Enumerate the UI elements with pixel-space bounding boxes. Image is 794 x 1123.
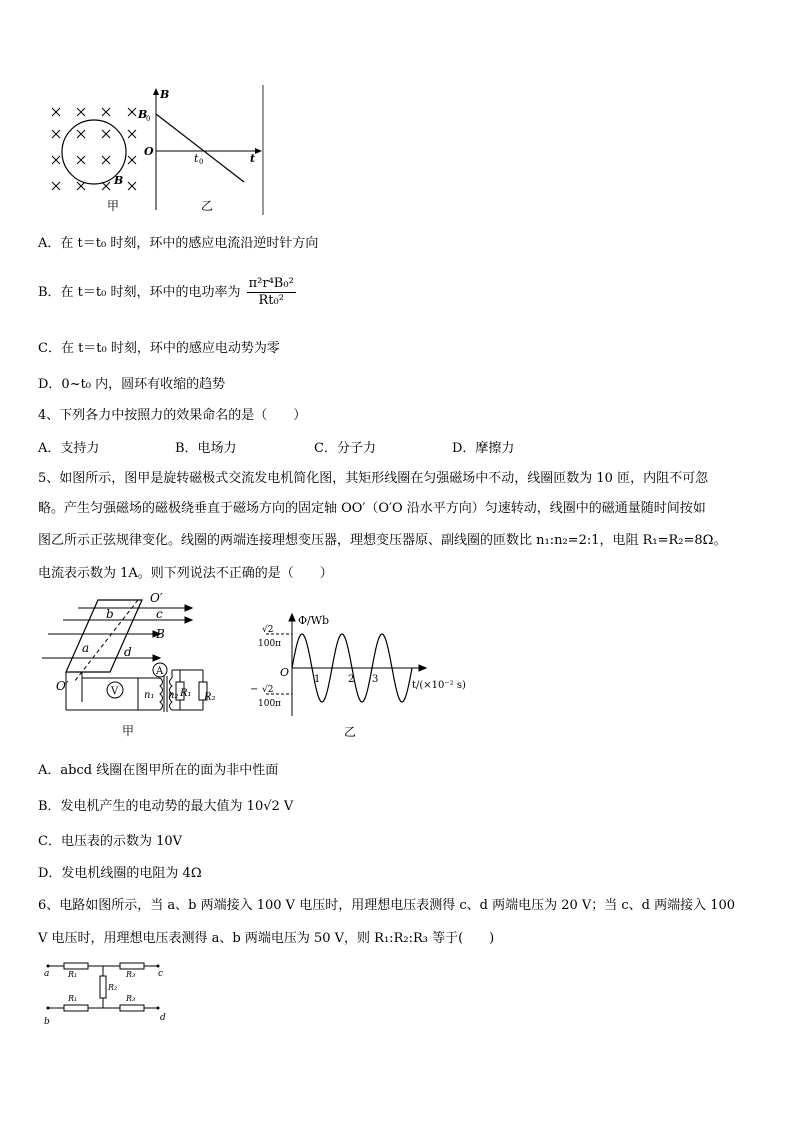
label-r1-top: R₁ xyxy=(68,970,78,979)
label-a: a xyxy=(82,641,90,655)
label-d: d xyxy=(124,645,132,659)
label-n2: n₂ xyxy=(168,690,179,701)
caption-yi-5: 乙 xyxy=(344,725,357,739)
label-c: c xyxy=(156,607,163,621)
q4-option-c: C．分子力 xyxy=(314,441,376,456)
xtick-1: 1 xyxy=(314,674,321,685)
q3-option-b-prefix: B．在 t＝t₀ 时刻，环中的电功率为 xyxy=(38,285,241,300)
q5-option-b: B．发电机产生的电动势的最大值为 10√2 V xyxy=(38,799,294,814)
label-B-field: B xyxy=(156,627,165,641)
caption-yi: 乙 xyxy=(201,199,214,213)
label-r3-top: R₃ xyxy=(126,970,136,979)
ytick-bottom-num: √2 xyxy=(262,685,274,695)
caption-jia: 甲 xyxy=(107,199,120,213)
flux-origin: O xyxy=(280,666,290,679)
xtick-3: 3 xyxy=(372,674,379,685)
q5-option-a: A．abcd 线圈在图甲所在的面为非中性面 xyxy=(38,763,279,778)
q5-stem-line4: 电流表示数为 1A。则下列说法不正确的是（ ） xyxy=(38,566,333,581)
label-r2: R₂ xyxy=(108,983,118,992)
label-o-prime-left: O′ xyxy=(56,679,69,693)
q4-option-b: B．电场力 xyxy=(175,441,237,456)
q4-option-a: A．支持力 xyxy=(38,441,100,456)
q3-option-c: C．在 t＝t₀ 时刻，环中的感应电动势为零 xyxy=(38,341,280,356)
q5-option-c: C．电压表的示数为 10V xyxy=(38,834,183,849)
label-o-prime-top: O′ xyxy=(150,591,163,605)
q3-option-d: D．0~t₀ 内，圆环有收缩的趋势 xyxy=(38,377,226,392)
q4-stem: 4、下列各力中按照力的效果命名的是（ ） xyxy=(38,408,307,423)
node-b: b xyxy=(44,1017,50,1027)
q5-option-d: D．发电机线圈的电阻为 4Ω xyxy=(38,866,202,881)
q5-stem-line2: 略。产生匀强磁场的磁极绕垂直于磁场方向的固定轴 OO′（O′O 沿水平方向）匀速转动，线圈中的磁通量随时间按如 xyxy=(38,501,706,516)
axis-label-B0: B xyxy=(138,108,148,121)
axis-label-B: B xyxy=(160,88,170,101)
node-d: d xyxy=(160,1013,166,1023)
resistor-circuit xyxy=(40,958,180,1028)
ytick-bottom-den: 100π xyxy=(258,699,282,709)
q6-stem-line1: 6、电路如图所示，当 a、b 两端接入 100 V 电压时，用理想电压表测得 c、d 两端电压为 20 V；当 c、d 两端接入 100 xyxy=(38,898,736,913)
ytick-top-num: √2 xyxy=(262,625,274,635)
q3-option-a: A．在 t＝t₀ 时刻，环中的感应电流沿逆时针方向 xyxy=(38,236,319,251)
ring-label: B xyxy=(114,174,124,187)
label-r2: R₂ xyxy=(204,692,216,703)
ammeter-icon: A xyxy=(156,666,164,677)
t0-label: t xyxy=(194,152,199,165)
t-axis-label: t xyxy=(250,152,256,165)
flux-graph xyxy=(246,610,486,742)
node-a: a xyxy=(44,969,50,979)
t0-label-sub: 0 xyxy=(199,158,204,166)
caption-jia-5: 甲 xyxy=(122,724,135,738)
ytick-top-den: 100π xyxy=(258,639,282,649)
origin-label: O xyxy=(144,145,154,158)
xtick-2: 2 xyxy=(348,674,355,685)
power-fraction-num: π²r⁴B₀² xyxy=(248,276,294,291)
voltmeter-icon: V xyxy=(111,686,119,697)
b-t-line xyxy=(156,114,244,182)
q3-option-b xyxy=(38,276,298,309)
q5-stem-line3: 图乙所示正弦规律变化。线圈的两端连接理想变压器，理想变压器原、副线圈的匝数比 n₁:n₂=2:1，电阻 R₁=R₂=8Ω。 xyxy=(38,533,727,548)
ytick-neg-sign: − xyxy=(250,684,259,695)
label-b: b xyxy=(106,607,114,621)
q6-stem-line2: V 电压时，用理想电压表测得 a、b 两端电压为 50 V，则 R₁:R₂:R₃ 等于( ) xyxy=(38,931,495,946)
power-fraction xyxy=(247,276,296,309)
power-fraction-den: Rt₀² xyxy=(258,293,284,308)
label-r1-bottom: R₁ xyxy=(68,994,78,1003)
q4-option-d: D．摩擦力 xyxy=(452,441,515,456)
label-n1: n₁ xyxy=(144,690,155,701)
q5-stem-line1: 5、如图所示，图甲是旋转磁极式交流发电机简化图，其矩形线圈在匀强磁场中不动，线圈匝数为 10 匝，内阻不可忽 xyxy=(38,471,709,486)
magnetic-field-figure xyxy=(40,80,280,220)
phi-axis-label: Φ/Wb xyxy=(298,614,330,627)
label-r1: R₁ xyxy=(180,688,192,699)
generator-figure xyxy=(38,590,238,740)
label-r3-bottom: R₃ xyxy=(126,994,136,1003)
axis-label-B0-sub: 0 xyxy=(146,115,151,123)
t-axis-label-5: t/(×10⁻² s) xyxy=(412,680,466,691)
node-c: c xyxy=(158,969,164,979)
